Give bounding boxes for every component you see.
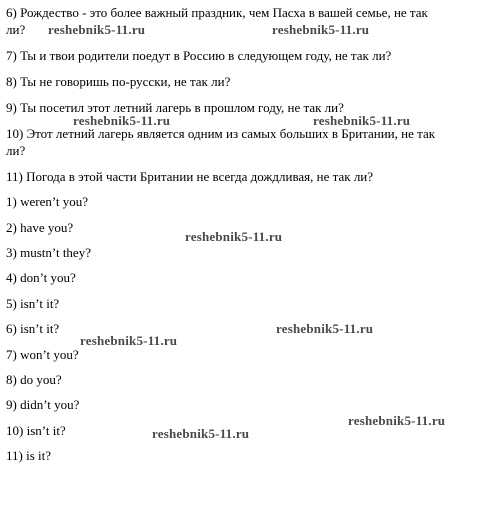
answer-line-7: 7) won’t you? xyxy=(6,347,79,362)
watermark-text: reshebnik5-11.ru xyxy=(313,113,411,128)
question-line-10: 10) Этот летний лагерь является одним из самых больших в Британии, не так xyxy=(6,126,436,141)
answer-line-3: 3) mustn’t they? xyxy=(6,245,91,260)
watermark-text: reshebnik5-11.ru xyxy=(48,22,146,37)
answer-line-1: 1) weren’t you? xyxy=(6,194,89,209)
answer-line-8: 8) do you? xyxy=(6,372,62,387)
question-line-10-continued: ли? xyxy=(6,143,26,158)
answer-line-11: 11) is it? xyxy=(6,448,52,463)
question-line-11: 11) Погода в этой части Британии не всегда дождливая, не так ли? xyxy=(6,169,374,184)
question-line-6: 6) Рождество - это более важный праздник, чем Пасха в вашей семье, не так xyxy=(6,5,428,20)
answer-line-5: 5) isn’t it? xyxy=(6,296,60,311)
question-line-9: 9) Ты посетил этот летний лагерь в прошлом году, не так ли? xyxy=(6,100,344,115)
watermark-text: reshebnik5-11.ru xyxy=(348,413,446,428)
watermark-text: reshebnik5-11.ru xyxy=(185,229,283,244)
answer-line-9: 9) didn’t you? xyxy=(6,397,80,412)
answer-line-2: 2) have you? xyxy=(6,220,74,235)
answer-line-10: 10) isn’t it? xyxy=(6,423,66,438)
question-line-6-continued: ли? xyxy=(6,22,26,37)
question-line-7: 7) Ты и твои родители поедут в Россию в следующем году, не так ли? xyxy=(6,48,392,63)
watermark-text: reshebnik5-11.ru xyxy=(73,113,171,128)
answer-line-4: 4) don’t you? xyxy=(6,270,76,285)
watermark-text: reshebnik5-11.ru xyxy=(152,426,250,441)
answer-line-6: 6) isn’t it? xyxy=(6,321,60,336)
watermark-text: reshebnik5-11.ru xyxy=(276,321,374,336)
watermark-text: reshebnik5-11.ru xyxy=(272,22,370,37)
watermark-text: reshebnik5-11.ru xyxy=(80,333,178,348)
question-line-8: 8) Ты не говоришь по-русски, не так ли? xyxy=(6,74,231,89)
